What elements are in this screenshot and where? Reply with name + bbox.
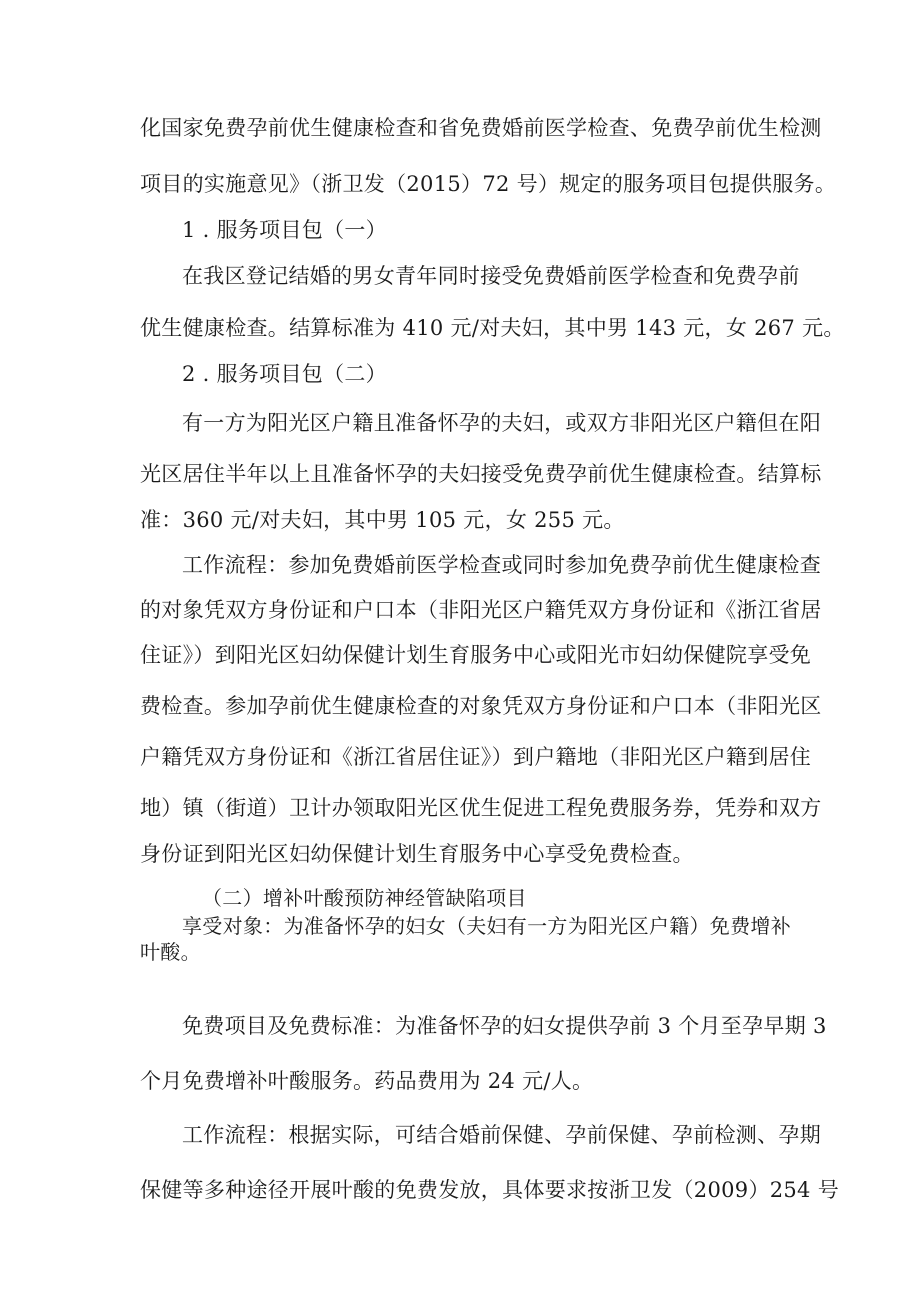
paragraph-line: 个月免费增补叶酸服务。药品费用为 24 元/人。 bbox=[140, 1069, 594, 1093]
paragraph-line: 叶酸。 bbox=[140, 940, 201, 964]
paragraph-line: 工作流程：根据实际，可结合婚前保健、孕前保健、孕前检测、孕期 bbox=[182, 1123, 821, 1147]
paragraph-line: 户籍凭双方身份证和《浙江省居住证》）到户籍地（非阳光区户籍到居住 bbox=[140, 745, 812, 769]
paragraph-line: 享受对象：为准备怀孕的妇女（夫妇有一方为阳光区户籍）免费增补 bbox=[182, 914, 791, 938]
paragraph-line: 项目的实施意见》（浙卫发（2015）72 号）规定的服务项目包提供服务。 bbox=[140, 172, 837, 196]
item2-heading: 2 . 服务项目包（二） bbox=[182, 362, 387, 386]
paragraph-line: 工作流程：参加免费婚前医学检查或同时参加免费孕前优生健康检查 bbox=[182, 553, 821, 577]
section2-heading: （二）增补叶酸预防神经管缺陷项目 bbox=[202, 886, 527, 910]
paragraph-line: 保健等多种途径开展叶酸的免费发放，具体要求按浙卫发（2009）254 号 bbox=[140, 1178, 839, 1202]
paragraph-line: 优生健康检查。结算标准为 410 元/对夫妇，其中男 143 元，女 267 元。 bbox=[140, 316, 845, 340]
paragraph-line: 地）镇（街道）卫计办领取阳光区优生促进工程免费服务券，凭券和双方 bbox=[140, 796, 822, 820]
paragraph-line: 费检查。参加孕前优生健康检查的对象凭双方身份证和户口本（非阳光区 bbox=[140, 694, 822, 718]
paragraph-line: 在我区登记结婚的男女青年同时接受免费婚前医学检查和免费孕前 bbox=[182, 264, 800, 288]
paragraph-line: 的对象凭双方身份证和户口本（非阳光区户籍凭双方身份证和《浙江省居 bbox=[140, 598, 822, 622]
paragraph-line: 免费项目及免费标准：为准备怀孕的妇女提供孕前 3 个月至孕早期 3 bbox=[182, 1014, 827, 1038]
paragraph-line: 光区居住半年以上且准备怀孕的夫妇接受免费孕前优生健康检查。结算标 bbox=[140, 462, 822, 486]
paragraph-line: 住证》）到阳光区妇幼保健计划生育服务中心或阳光市妇幼保健院享受免 bbox=[140, 643, 812, 667]
paragraph-line: 身份证到阳光区妇幼保健计划生育服务中心享受免费检查。 bbox=[140, 842, 694, 866]
paragraph-line: 有一方为阳光区户籍且准备怀孕的夫妇，或双方非阳光区户籍但在阳 bbox=[182, 411, 821, 435]
paragraph-line: 准：360 元/对夫妇，其中男 105 元，女 255 元。 bbox=[140, 508, 625, 532]
paragraph-line: 化国家免费孕前优生健康检查和省免费婚前医学检查、免费孕前优生检测 bbox=[140, 116, 822, 140]
item1-heading: 1 . 服务项目包（一） bbox=[182, 218, 387, 242]
